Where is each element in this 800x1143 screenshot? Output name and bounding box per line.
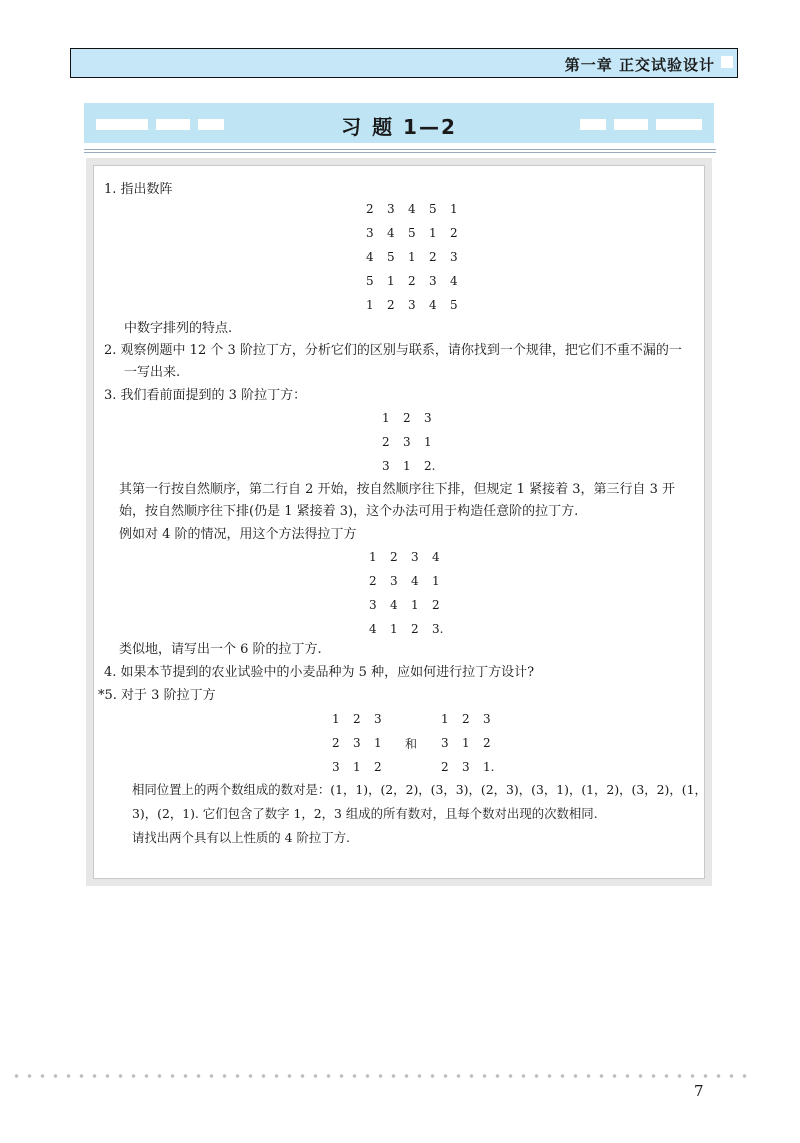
problem-2-line1: 2. 观察例题中 12 个 3 阶拉丁方，分析它们的区别与联系，请你找到一个规律，把它们不重不漏的一 — [104, 343, 682, 358]
matrix-row: 3 1 2. — [382, 459, 436, 473]
matrix-row: 2 3 1 — [332, 736, 382, 750]
problem-2-line2: 一写出来. — [124, 365, 181, 380]
chapter-title: 第一章 正交试验设计 — [564, 56, 715, 74]
divider — [84, 149, 716, 150]
problem-3-line2: 始，按自然顺序往下排(仍是 1 紧接着 3)，这个办法可用于构造任意阶的拉丁方. — [119, 504, 579, 519]
matrix-row: 1 2 3 — [332, 712, 382, 726]
matrix-row: 4 1 2 3. — [369, 622, 444, 636]
matrix-row: 3 1 2 — [441, 736, 491, 750]
matrix-row: 2 3 1 — [382, 435, 432, 449]
matrix-row: 5 1 2 3 4 — [366, 274, 458, 288]
matrix-row: 3 1 2 — [332, 760, 382, 774]
matrix-row: 3 4 5 1 2 — [366, 226, 458, 240]
problem-3-line1: 其第一行按自然顺序，第二行自 2 开始，按自然顺序往下排，但规定 1 紧接着 3，第三行自 3 开 — [119, 482, 676, 497]
problem-3-line3: 例如对 4 阶的情况，用这个方法得拉丁方 — [119, 527, 357, 542]
footer-dotted-line — [10, 1074, 755, 1078]
problem-1-intro: 1. 指出数阵 — [104, 182, 173, 197]
problem-3-after: 类似地，请写出一个 6 阶的拉丁方. — [119, 642, 322, 657]
problem-5-intro: *5. 对于 3 阶拉丁方 — [98, 688, 216, 703]
problem-5-line3: 请找出两个具有以上性质的 4 阶拉丁方. — [132, 830, 350, 845]
matrix-and-label: 和 — [405, 737, 418, 751]
exercise-title-bar — [84, 103, 714, 143]
matrix-row: 3 4 1 2 — [369, 598, 440, 612]
page-number: 7 — [694, 1082, 704, 1100]
matrix-row: 1 2 3 — [441, 712, 491, 726]
exercise-title: 习 题 1—2 — [341, 115, 457, 139]
matrix-row: 2 3 4 1 — [369, 574, 440, 588]
header-marker — [721, 56, 733, 68]
matrix-row: 1 2 3 4 — [369, 550, 440, 564]
title-decor-bar — [656, 119, 702, 130]
matrix-row: 1 2 3 4 5 — [366, 298, 458, 312]
chapter-header — [70, 48, 738, 78]
matrix-row: 2 3 1. — [441, 760, 495, 774]
matrix-row: 1 2 3 — [382, 411, 432, 425]
problem-4-text: 4. 如果本节提到的农业试验中的小麦品种为 5 种，应如何进行拉丁方设计? — [104, 665, 535, 680]
problem-1-after: 中数字排列的特点. — [124, 321, 233, 336]
matrix-row: 4 5 1 2 3 — [366, 250, 458, 264]
problem-5-line1: 相同位置上的两个数组成的数对是：(1，1)，(2，2)，(3，3)，(2，3)，(3，1)，(1，2)，(3，2)，(1， — [132, 782, 707, 797]
title-decor-bar — [580, 119, 606, 130]
problem-3-intro: 3. 我们看前面提到的 3 阶拉丁方： — [104, 388, 307, 403]
problem-5-line2: 3)，(2，1). 它们包含了数字 1，2，3 组成的所有数对，且每个数对出现的次数相同. — [132, 806, 598, 821]
title-decor-bar — [614, 119, 648, 130]
matrix-row: 2 3 4 5 1 — [366, 202, 458, 216]
divider — [84, 152, 716, 153]
exercise-panel — [93, 165, 705, 879]
